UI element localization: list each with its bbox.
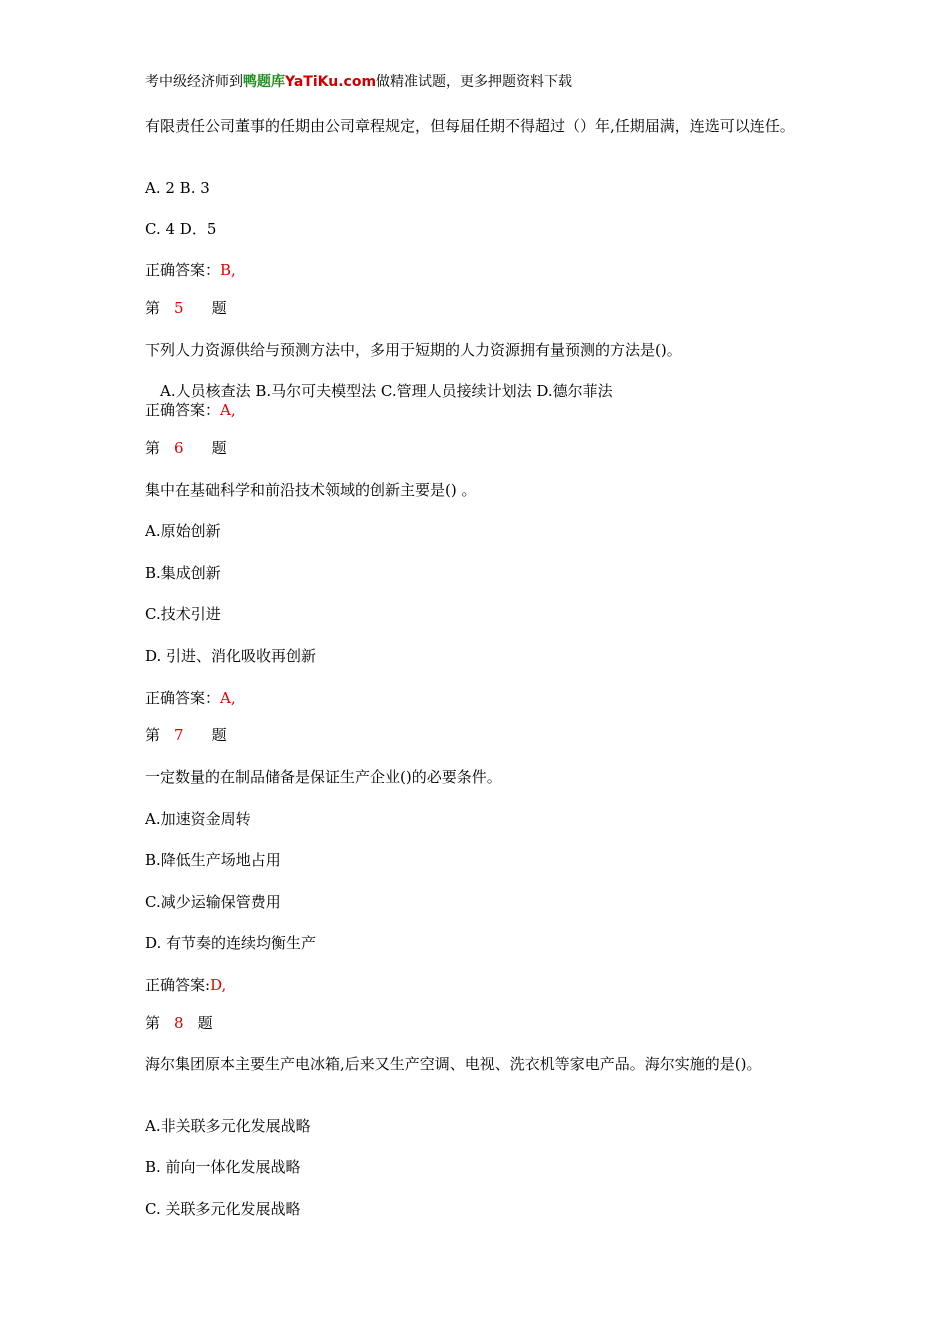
answer-value: B, bbox=[220, 261, 236, 279]
answer-label: 正确答案： bbox=[145, 689, 221, 707]
brand-name-en[interactable]: YaTiKu.com bbox=[285, 74, 377, 90]
q7-option-c: C.减少运输保管费用 bbox=[145, 893, 281, 911]
question-title-prefix: 第 bbox=[145, 299, 161, 317]
q4-answer bbox=[145, 260, 236, 280]
question-title-prefix: 第 bbox=[145, 726, 161, 744]
q8-option-a: A.非关联多元化发展战略 bbox=[145, 1117, 311, 1135]
answer-label: 正确答案： bbox=[145, 401, 221, 419]
q6-title bbox=[145, 438, 227, 458]
question-number: 8 bbox=[174, 1014, 184, 1032]
q7-option-a: A.加速资金周转 bbox=[145, 810, 251, 828]
q8-option-b: B. 前向一体化发展战略 bbox=[145, 1158, 301, 1176]
question-title-suffix: 题 bbox=[211, 439, 227, 457]
header-prefix: 考中级经济师到 bbox=[145, 74, 243, 90]
q7-title bbox=[145, 725, 227, 745]
question-number: 7 bbox=[174, 726, 184, 744]
answer-value: A, bbox=[220, 689, 236, 707]
q7-stem: 一定数量的在制品储备是保证生产企业()的必要条件。 bbox=[145, 768, 502, 786]
question-number: 6 bbox=[174, 439, 184, 457]
q4-options-line1: A. 2 B. 3 bbox=[145, 179, 210, 197]
q8-stem: 海尔集团原本主要生产电冰箱,后来又生产空调、电视、洗衣机等家电产品。海尔实施的是()。 bbox=[145, 1055, 762, 1073]
answer-value: D, bbox=[210, 976, 227, 994]
q6-answer bbox=[145, 688, 236, 708]
q8-title bbox=[145, 1013, 213, 1033]
q4-stem: 有限责任公司董事的任期由公司章程规定，但每届任期不得超过（）年,任期届满，连选可以连任。 bbox=[145, 117, 795, 135]
q5-title bbox=[145, 298, 227, 318]
q5-options-line: A.人员核查法 B.马尔可夫模型法 C.管理人员接续计划法 D.德尔菲法 bbox=[160, 382, 613, 400]
q7-option-d: D. 有节奏的连续均衡生产 bbox=[145, 934, 317, 952]
page-header bbox=[145, 72, 572, 92]
question-title-suffix: 题 bbox=[197, 1014, 213, 1032]
q6-option-d: D. 引进、消化吸收再创新 bbox=[145, 647, 317, 665]
header-suffix: 做精准试题，更多押题资料下载 bbox=[376, 74, 573, 90]
q7-answer bbox=[145, 975, 226, 995]
q6-option-c: C.技术引进 bbox=[145, 605, 221, 623]
answer-value: A, bbox=[220, 401, 236, 419]
q4-options-line2: C. 4 D．5 bbox=[145, 220, 217, 238]
q5-answer bbox=[145, 400, 236, 420]
q6-stem: 集中在基础科学和前沿技术领域的创新主要是() 。 bbox=[145, 481, 477, 499]
answer-label: 正确答案： bbox=[145, 261, 221, 279]
q6-option-b: B.集成创新 bbox=[145, 564, 221, 582]
q6-option-a: A.原始创新 bbox=[145, 522, 221, 540]
q5-stem: 下列人力资源供给与预测方法中，多用于短期的人力资源拥有量预测的方法是()。 bbox=[145, 341, 682, 359]
answer-label: 正确答案: bbox=[145, 976, 211, 994]
question-title-prefix: 第 bbox=[145, 439, 161, 457]
brand-name-cn: 鸭题库 bbox=[243, 74, 285, 90]
q7-option-b: B.降低生产场地占用 bbox=[145, 851, 281, 869]
question-title-suffix: 题 bbox=[211, 726, 227, 744]
question-title-suffix: 题 bbox=[211, 299, 227, 317]
question-number: 5 bbox=[174, 299, 184, 317]
q8-option-c: C. 关联多元化发展战略 bbox=[145, 1200, 301, 1218]
question-title-prefix: 第 bbox=[145, 1014, 161, 1032]
